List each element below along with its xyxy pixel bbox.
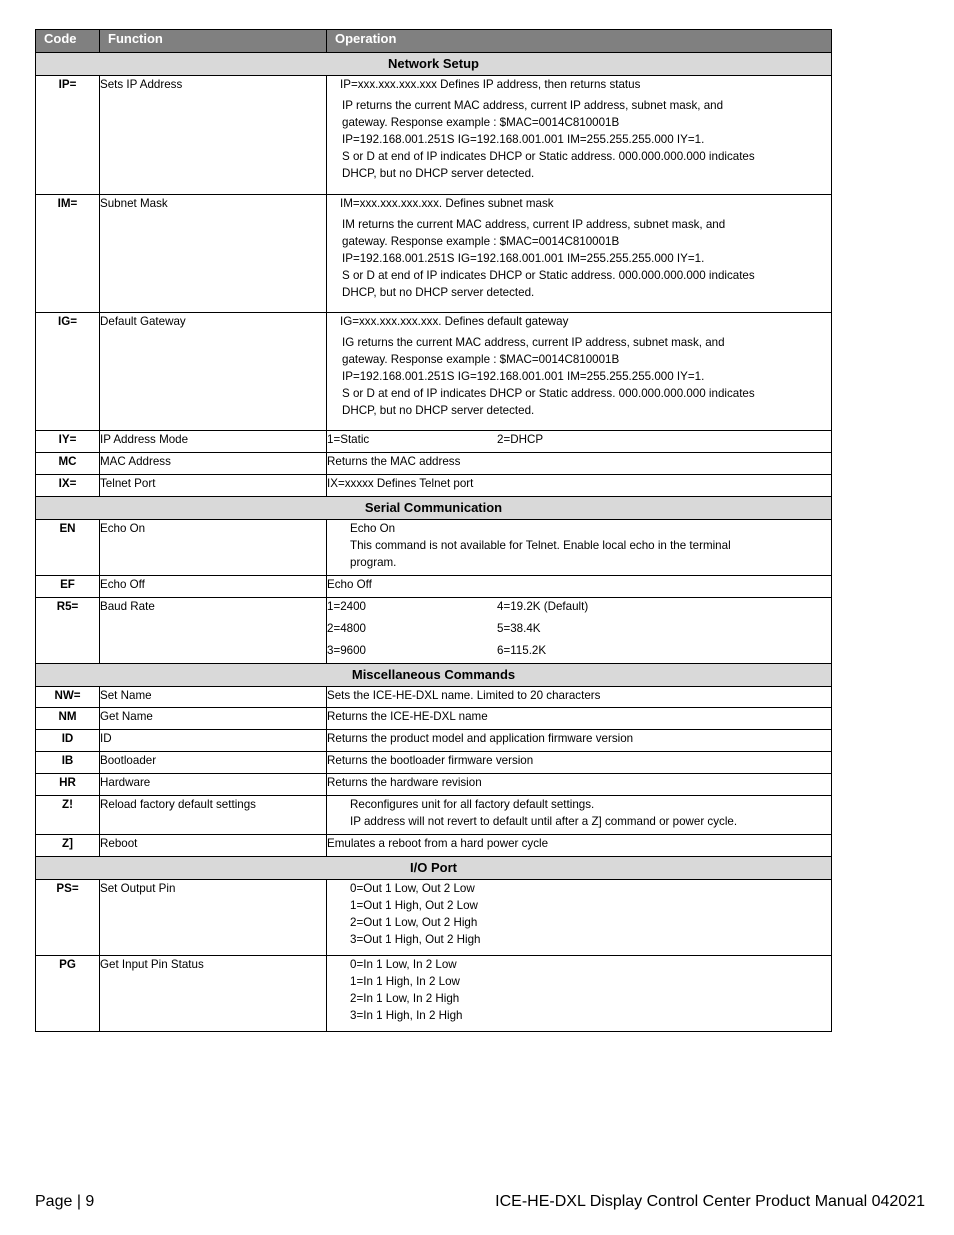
row-function: IP Address Mode <box>100 431 327 453</box>
row-function: Set Name <box>100 687 327 708</box>
section-title: I/O Port <box>36 857 832 880</box>
row-operation <box>327 956 832 1032</box>
op-line: gateway. Response example : $MAC=0014C810001B <box>342 353 620 366</box>
row-code: ID <box>36 730 100 752</box>
op-line: IP=192.168.001.251S IG=192.168.001.001 IM=255.255.255.000 IY=1. <box>342 252 705 265</box>
baud-option: 5=38.4K <box>497 622 541 635</box>
op-line: IP returns the current MAC address, current IP address, subnet mask, and <box>342 99 724 112</box>
page-number: Page | 9 <box>35 1193 95 1210</box>
table-row <box>36 76 832 195</box>
row-code: EF <box>36 576 100 598</box>
section-title: Serial Communication <box>36 497 832 520</box>
table-row <box>36 752 832 774</box>
section-title: Miscellaneous Commands <box>36 664 832 687</box>
row-code: NM <box>36 708 100 730</box>
op-line: IP=xxx.xxx.xxx.xxx Defines IP address, then returns status <box>340 78 641 91</box>
header-operation: Operation <box>327 30 832 53</box>
op-line: IM=xxx.xxx.xxx.xxx. Defines subnet mask <box>340 197 554 210</box>
op-right: 2=DHCP <box>497 433 544 446</box>
op-line: 1=Out 1 High, Out 2 Low <box>350 899 478 912</box>
table-row <box>36 774 832 796</box>
baud-option: 3=9600 <box>327 644 367 657</box>
row-function: Echo On <box>100 520 327 576</box>
row-function: Set Output Pin <box>100 880 327 956</box>
row-code: IX= <box>36 475 100 497</box>
table-row <box>36 796 832 835</box>
op-line: IG=xxx.xxx.xxx.xxx. Defines default gateway <box>340 315 569 328</box>
op-line: DHCP, but no DHCP server detected. <box>342 167 535 180</box>
document-title: ICE-HE-DXL Display Control Center Product Manual 042021 <box>495 1193 925 1210</box>
table-row <box>36 195 832 313</box>
row-code: MC <box>36 453 100 475</box>
row-code: IP= <box>36 76 100 195</box>
row-operation: Returns the hardware revision <box>327 774 832 796</box>
row-function: Echo Off <box>100 576 327 598</box>
op-line: 3=Out 1 High, Out 2 High <box>350 933 481 946</box>
row-code: IG= <box>36 313 100 431</box>
table-row <box>36 687 832 708</box>
op-line: gateway. Response example : $MAC=0014C810001B <box>342 235 620 248</box>
row-operation <box>327 195 832 313</box>
op-line: IP address will not revert to default until after a Z] command or power cycle. <box>350 815 738 828</box>
row-code: IB <box>36 752 100 774</box>
row-code: HR <box>36 774 100 796</box>
table-row <box>36 956 832 1032</box>
op-line: IG returns the current MAC address, current IP address, subnet mask, and <box>342 336 725 349</box>
table-header-row <box>36 30 832 53</box>
baud-option: 2=4800 <box>327 622 367 635</box>
op-line: 0=Out 1 Low, Out 2 Low <box>350 882 475 895</box>
row-code: IM= <box>36 195 100 313</box>
section-title: Network Setup <box>36 53 832 76</box>
op-line: This command is not available for Telnet. Enable local echo in the terminal <box>350 539 731 552</box>
op-line: S or D at end of IP indicates DHCP or Static address. 000.000.000.000 indicates <box>342 150 755 163</box>
section-io-port <box>36 857 832 880</box>
baud-option: 4=19.2K (Default) <box>497 600 589 613</box>
row-operation <box>327 76 832 195</box>
row-operation: IX=xxxxx Defines Telnet port <box>327 475 832 497</box>
row-operation <box>327 520 832 576</box>
op-line: 3=In 1 High, In 2 High <box>350 1009 463 1022</box>
row-function: MAC Address <box>100 453 327 475</box>
row-function: Sets IP Address <box>100 76 327 195</box>
row-code: PG <box>36 956 100 1032</box>
op-line: IP=192.168.001.251S IG=192.168.001.001 IM=255.255.255.000 IY=1. <box>342 133 705 146</box>
row-code: Z] <box>36 835 100 857</box>
table-row <box>36 835 832 857</box>
row-function: Get Name <box>100 708 327 730</box>
baud-option: 6=115.2K <box>497 644 547 657</box>
op-line: gateway. Response example : $MAC=0014C810001B <box>342 116 620 129</box>
row-operation: Sets the ICE-HE-DXL name. Limited to 20 characters <box>327 687 832 708</box>
row-function: Bootloader <box>100 752 327 774</box>
table-row <box>36 431 832 453</box>
table-row <box>36 475 832 497</box>
table-row <box>36 708 832 730</box>
row-function: Get Input Pin Status <box>100 956 327 1032</box>
table-row <box>36 313 832 431</box>
baud-option: 1=2400 <box>327 600 367 613</box>
section-serial-communication <box>36 497 832 520</box>
table-row <box>36 730 832 752</box>
row-operation <box>327 431 832 453</box>
header-function: Function <box>100 30 327 53</box>
row-operation <box>327 313 832 431</box>
row-code: IY= <box>36 431 100 453</box>
op-line: 0=In 1 Low, In 2 Low <box>350 958 457 971</box>
op-line: IP=192.168.001.251S IG=192.168.001.001 IM=255.255.255.000 IY=1. <box>342 370 705 383</box>
row-operation: Echo Off <box>327 576 832 598</box>
row-operation: Returns the product model and application firmware version <box>327 730 832 752</box>
op-line: program. <box>350 556 397 569</box>
row-code: EN <box>36 520 100 576</box>
op-line: 2=Out 1 Low, Out 2 High <box>350 916 478 929</box>
section-network-setup <box>36 53 832 76</box>
op-line: DHCP, but no DHCP server detected. <box>342 404 535 417</box>
op-line: DHCP, but no DHCP server detected. <box>342 286 535 299</box>
row-function: Reload factory default settings <box>100 796 327 835</box>
row-operation: Returns the MAC address <box>327 453 832 475</box>
row-operation: Returns the ICE-HE-DXL name <box>327 708 832 730</box>
row-code: R5= <box>36 598 100 664</box>
row-operation <box>327 796 832 835</box>
row-function: Telnet Port <box>100 475 327 497</box>
row-function: ID <box>100 730 327 752</box>
op-line: 2=In 1 Low, In 2 High <box>350 992 460 1005</box>
op-line: S or D at end of IP indicates DHCP or Static address. 000.000.000.000 indicates <box>342 269 755 282</box>
row-operation: Returns the bootloader firmware version <box>327 752 832 774</box>
row-function: Hardware <box>100 774 327 796</box>
table-row <box>36 880 832 956</box>
table-row <box>36 576 832 598</box>
op-line: Echo On <box>350 522 396 535</box>
table-row <box>36 453 832 475</box>
table-row <box>36 520 832 576</box>
op-line: Reconfigures unit for all factory default settings. <box>350 798 595 811</box>
row-function: Default Gateway <box>100 313 327 431</box>
op-line: IM returns the current MAC address, current IP address, subnet mask, and <box>342 218 726 231</box>
table-row <box>36 598 832 664</box>
row-code: PS= <box>36 880 100 956</box>
row-code: Z! <box>36 796 100 835</box>
command-table <box>35 29 832 1032</box>
row-code: NW= <box>36 687 100 708</box>
row-operation <box>327 598 832 664</box>
section-miscellaneous-commands <box>36 664 832 687</box>
op-line: 1=In 1 High, In 2 Low <box>350 975 460 988</box>
row-function: Baud Rate <box>100 598 327 664</box>
row-function: Reboot <box>100 835 327 857</box>
op-left: 1=Static <box>327 433 370 446</box>
op-line: S or D at end of IP indicates DHCP or Static address. 000.000.000.000 indicates <box>342 387 755 400</box>
row-function: Subnet Mask <box>100 195 327 313</box>
row-operation <box>327 880 832 956</box>
row-operation: Emulates a reboot from a hard power cycle <box>327 835 832 857</box>
header-code: Code <box>36 30 100 53</box>
